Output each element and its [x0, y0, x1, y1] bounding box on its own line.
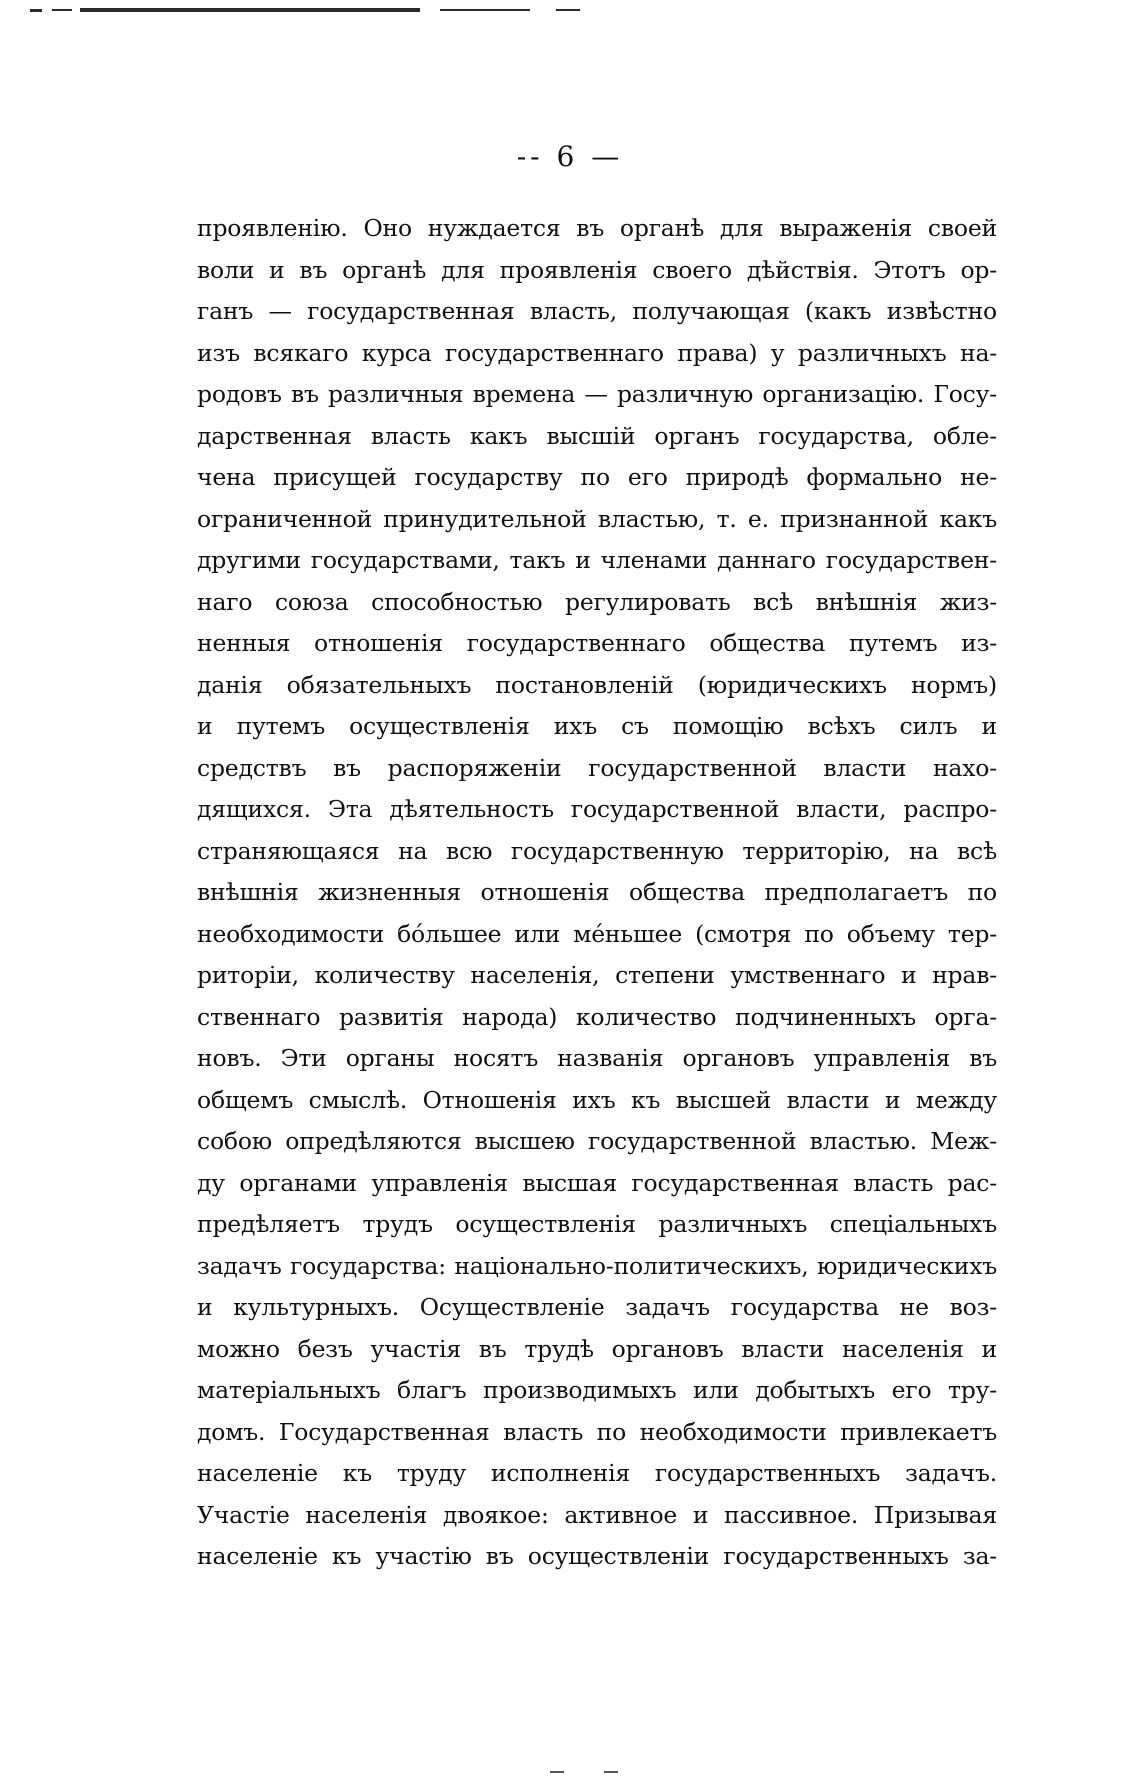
text-line: Участіе населенія двоякое: активное и пассивное. Призывая	[197, 1500, 997, 1529]
text-line: ду органами управленія высшая государственная власть рас-	[197, 1168, 997, 1197]
scan-edge-mark	[550, 1771, 564, 1773]
text-line: ганъ — государственная власть, получающая (какъ извѣстно	[197, 297, 997, 325]
text-line: ненныя отношенія государственнаго общества путемъ из-	[197, 629, 997, 657]
text-line: внѣшнія жизненныя отношенія общества предполагаетъ по	[197, 878, 997, 906]
text-line: задачъ государства: національно-политическихъ, юридическихъ	[197, 1251, 997, 1280]
scan-edge-mark	[52, 9, 72, 11]
text-line: новъ. Эти органы носятъ названія органовъ управленія въ	[197, 1044, 997, 1072]
text-line: данія обязательныхъ постановленій (юридическихъ нормъ)	[197, 670, 997, 699]
text-line: можно безъ участія въ трудѣ органовъ власти населенія и	[197, 1334, 997, 1363]
text-line: и культурныхъ. Осуществленіе задачъ государства не воз-	[197, 1293, 997, 1321]
text-line: чена присущей государству по его природѣ формально не-	[197, 463, 997, 491]
body-text	[197, 208, 997, 1578]
scan-edge-mark	[604, 1771, 618, 1773]
text-line: населеніе къ участію въ осуществленіи государственныхъ за-	[197, 1542, 997, 1570]
text-line: необходимости бо́льшее или ме́ньшее (смотря по объему тер-	[197, 919, 997, 948]
text-line: страняющаяся на всю государственную территорію, на всѣ	[197, 836, 997, 865]
text-line: дящихся. Эта дѣятельность государственной власти, распро-	[197, 795, 997, 823]
text-line: проявленію. Оно нуждается въ органѣ для выраженія своей	[197, 214, 997, 242]
text-line: родовъ въ различныя времена — различную организацію. Госу-	[197, 380, 997, 408]
scan-edge-mark	[80, 8, 420, 12]
scan-edge-mark	[30, 9, 42, 12]
text-line: наго союза способностью регулировать всѣ внѣшнія жиз-	[197, 587, 997, 616]
text-line: предѣляетъ трудъ осуществленія различныхъ спеціальныхъ	[197, 1210, 997, 1238]
text-line: средствъ въ распоряженіи государственной власти нахо-	[197, 753, 997, 782]
text-line: дарственная власть какъ высшій органъ государства, обле-	[197, 421, 997, 450]
scan-edge-mark	[556, 9, 580, 11]
text-line: матеріальныхъ благъ производимыхъ или добытыхъ его тру-	[197, 1376, 997, 1404]
text-line: воли и въ органѣ для проявленія своего дѣйствія. Этотъ ор-	[197, 255, 997, 284]
text-line: населеніе къ труду исполненія государственныхъ задачъ.	[197, 1459, 997, 1487]
text-line: и путемъ осуществленія ихъ съ помощію всѣхъ силъ и	[197, 712, 997, 740]
text-line: ограниченной принудительной властью, т. е. признанной какъ	[197, 504, 997, 533]
text-line: изъ всякаго курса государственнаго права) у различныхъ на-	[197, 338, 997, 367]
scan-edge-mark	[440, 9, 530, 11]
text-line: общемъ смыслѣ. Отношенія ихъ къ высшей власти и между	[197, 1085, 997, 1114]
page-number: -- 6 —	[516, 140, 624, 173]
text-line: риторіи, количеству населенія, степени умственнаго и нрав-	[197, 961, 997, 989]
text-line: ственнаго развитія народа) количество подчиненныхъ орга-	[197, 1002, 997, 1031]
text-line: собою опредѣляются высшею государственной властью. Меж-	[197, 1127, 997, 1155]
text-line: домъ. Государственная власть по необходимости привлекаетъ	[197, 1417, 997, 1446]
text-line: другими государствами, такъ и членами даннаго государствен-	[197, 546, 997, 574]
